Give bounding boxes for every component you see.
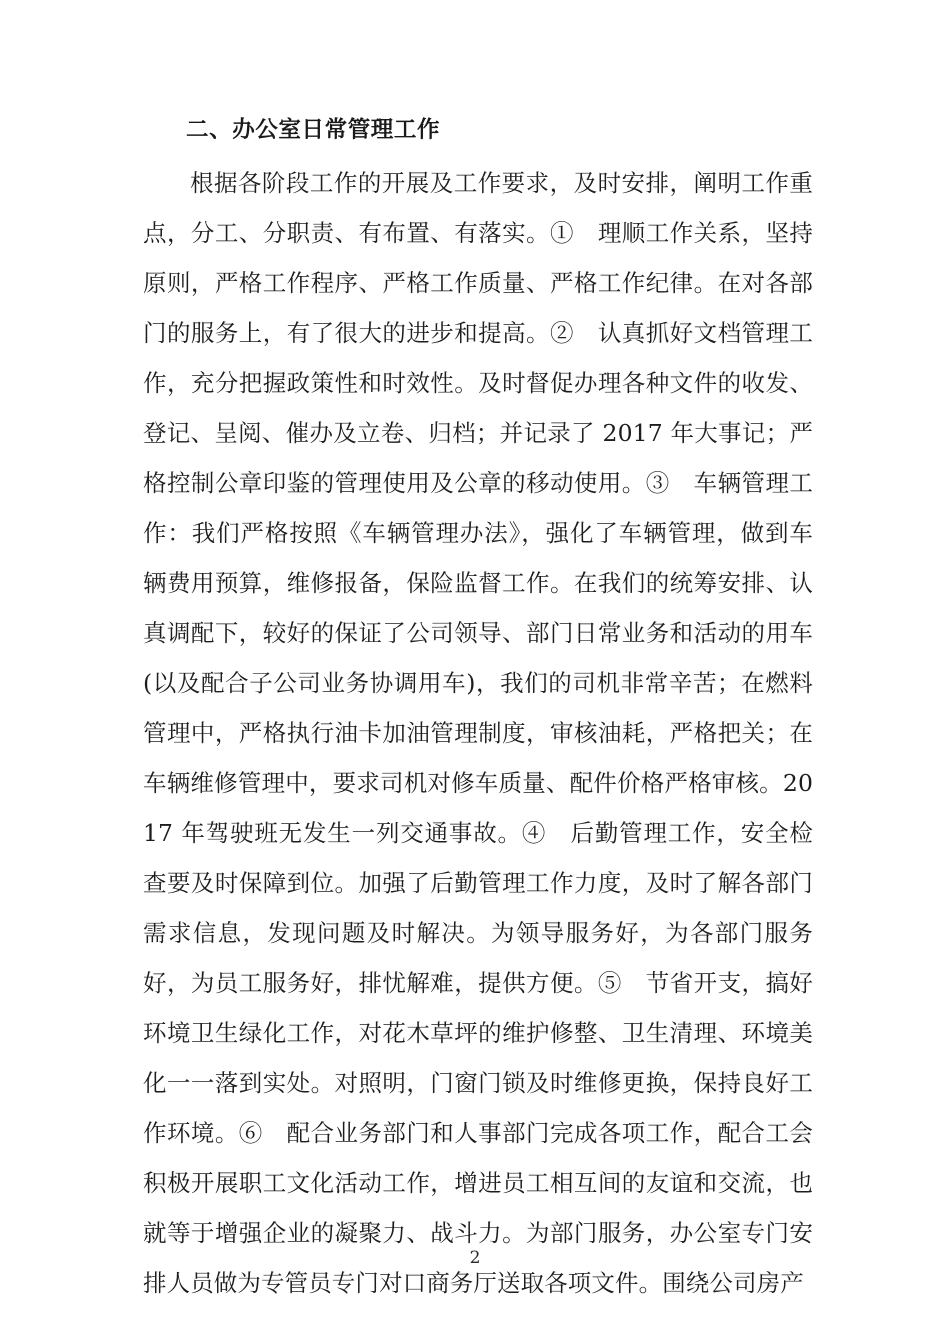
page-content (143, 108, 813, 1308)
section-heading: 二、办公室日常管理工作 (186, 117, 441, 143)
page-number-footer: 2 (469, 1248, 481, 1268)
body-paragraph: 根据各阶段工作的开展及工作要求，及时安排，阐明工作重点，分工、分职责、有布置、有落实。① 理顺工作关系，坚持原则，严格工作程序、严格工作质量、严格工作纪律。在对各部门的服务上，有了很大的进步和提高。② 认真抓好文档管理工作，充分把握政策性和时效性。及时督促办理各种文件的收发、登记、呈阅、催办及立卷、归档；并记录了 2017 年大事记；严格控制公章印鉴的管理使用及公章的移动使用。③ 车辆管理工作：我们严格按照《车辆管理办法》，强化了车辆管理，做到车辆费用预算，维修报备，保险监督工作。在我们的统筹安排、认真调配下，较好的保证了公司领导、部门日常业务和活动的用车(以及配合子公司业务协调用车)，我们的司机非常辛苦；在燃料管理中，严格执行油卡加油管理制度，审核油耗，严格把关；在车辆维修管理中，要求司机对修车质量、配件价格严格审核。2017 年驾驶班无发生一列交通事故。④ 后勤管理工作，安全检查要及时保障到位。加强了后勤管理工作力度，及时了解各部门需求信息，发现问题及时解决。为领导服务好，为各部门服务好，为员工服务好，排忧解难，提供方便。⑤ 节省开支，搞好环境卫生绿化工作，对花木草坪的维护修整、卫生清理、环境美化一一落到实处。对照明，门窗门锁及时维修更换，保持良好工作环境。⑥ 配合业务部门和人事部门完成各项工作，配合工会积极开展职工文化活动工作，增进员工相互间的友谊和交流，也就等于增强企业的凝聚力、战斗力。为部门服务，办公室专门安排人员做为专管员专门对口商务厅送取各项文件。围绕公司房产 (143, 169, 813, 1297)
